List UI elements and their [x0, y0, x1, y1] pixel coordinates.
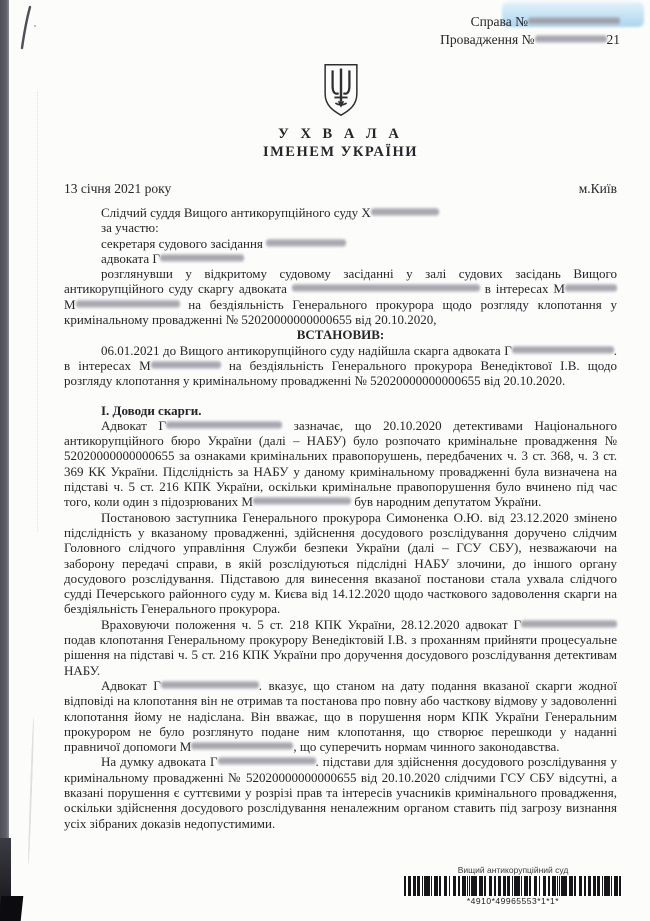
text-run: Адвокат Г: [101, 417, 167, 433]
text-run: на бездіяльність Генерального прокурора щодо розгляду клопотання у кримінальному провадженні № 52020000000000655 від 20.10.2020,: [64, 296, 617, 328]
ruling-title: У Х В А Л А: [278, 126, 403, 142]
scan-corner-mark: [0, 896, 23, 921]
court-barcode-block: [404, 866, 622, 906]
court-composition-block: [64, 205, 617, 266]
redacted-text: [371, 208, 439, 216]
redacted-text: [528, 17, 620, 25]
document-header: [64, 62, 617, 161]
redacted-text: [512, 346, 614, 354]
text-run: Постановою заступника Генерального прокурора Симоненка О.Ю. від 23.12.2020 змінено підслідність у вказаному провадженні, здійснення досудового розслідування доручено слідчим Головного слідчого управління Служби безпеки України (далі – ГСУ СБУ), незважаючи на заборону передачі справи, в якій розслідуються підслідні НАБУ злочини, до іншого органу досудового розслідування. Підставою для винесення вказаної постанови стала ухвала слідчого судді Печерського районного суду м. Києва від 14.12.2020 щодо часткового задоволення скарги на бездіяльність Генерального прокурора.: [64, 509, 617, 617]
barcode-court-name-label: Вищий антикорупційний суд: [457, 865, 569, 875]
text-run: Провадження №: [440, 31, 535, 47]
ruling-subtitle: ІМЕНЕМ УКРАЇНИ: [262, 144, 419, 160]
text-run: . в інтересах М: [64, 342, 617, 373]
ruling-text-block: [64, 266, 617, 831]
case-header: [440, 13, 620, 48]
text-run: 06.01.2021 до Вищого антикорупційного суду надійшла скарга адвоката Г: [101, 342, 512, 358]
court-composition-line: [64, 236, 617, 251]
paragraph: [64, 418, 617, 510]
redacted-text: [166, 421, 282, 429]
text-run: зазначає, що 20.10.2020 детективами Національного антикорупційного бюро України (далі – НАБУ) було розпочато кримінальне провадження № 52020000000000655 за ознаками кримінальних правопорушень, передбачених ч. 3 ст. 368, ч. 3 ст. 369 КК України. Підслідність за НАБУ у даному кримінальному провадженні була визначена на підставі ч. 5 ст. 216 КПК України, оскільки кримінальне правопорушення було вчинено під час того, коли один з підозрюваних М: [64, 417, 617, 510]
redacted-text: [191, 742, 293, 750]
paragraph: [64, 266, 617, 327]
text-run: адвоката Г: [101, 250, 160, 266]
text-run: Враховуючи положення ч. 5 ст. 218 КПК України, 28.12.2020 адвокат Г: [101, 616, 521, 632]
redacted-text: [76, 300, 180, 308]
text-run: за участю:: [101, 220, 159, 236]
ruling-date: 13 січня 2021 року: [64, 181, 172, 196]
redacted-text: [521, 620, 617, 628]
redacted-text: [151, 361, 221, 369]
scan-binding-edge: [0, 0, 9, 921]
redacted-text: [535, 35, 607, 43]
redacted-text: [253, 497, 351, 505]
text-run: . вказує, що станом на дату подання вказаної скарги жодної відповіді на клопотання він не отримав та постанова про повну або часткову відмову у задоволенні клопотання йому не надіслана. Він вважає, що в порушення норм КПК України Генеральним прокурором не було розглянуто подане ним клопотання, що створює перешкоди у наданні правничої допомоги М: [64, 677, 617, 755]
text-run: На думку адвоката Г: [101, 754, 218, 770]
paragraph: [64, 343, 617, 389]
text-run: Адвокат Г: [101, 677, 161, 693]
text-run: секретаря судового засідання: [101, 235, 267, 251]
ruling-city: м.Київ: [578, 181, 617, 196]
proceeding-number-line: [440, 31, 620, 49]
redacted-text: [266, 239, 346, 247]
paragraph: [64, 617, 617, 678]
ukraine-coat-of-arms-icon: [318, 62, 364, 123]
redacted-text: [160, 254, 244, 262]
text-run: на бездіяльність Генерального прокурора Венедіктової І.В. щодо розгляду клопотання у кримінальному провадженні № 52020000000000655 від 20.10.2020.: [64, 357, 617, 389]
text-run: Справа №: [470, 14, 528, 29]
court-composition-line: [64, 205, 617, 220]
court-composition-line: [64, 251, 617, 266]
redacted-text: [292, 284, 480, 292]
redacted-text: [161, 681, 259, 689]
document-body: [64, 205, 617, 831]
case-number-line: [440, 13, 620, 31]
section-heading: І. Доводи скарги.: [101, 402, 202, 418]
handwritten-pen-mark: [16, 4, 38, 57]
text-run: був народним депутатом України.: [350, 494, 542, 510]
paragraph: [64, 754, 617, 830]
text-run: , що суперечить нормам чинного законодавства.: [293, 739, 560, 755]
text-run: М: [64, 296, 76, 312]
fold-crease-line: [37, 92, 38, 532]
paragraph: [64, 510, 617, 617]
court-composition-line: [64, 220, 617, 235]
redacted-text: [565, 284, 617, 292]
text-run: 21: [606, 31, 620, 47]
text-run: подав клопотання Генеральному прокурору Венедіктовій І.В. з проханням прийняти процесуальне рішення на підставі ч. 5 ст. 216 КПК України про доручення досудового розслідування детективам НАБУ.: [64, 632, 617, 678]
section-heading: ВСТАНОВИВ:: [296, 327, 385, 343]
scan-crease-artifact: [27, 716, 34, 866]
text-run: в інтересах М: [479, 281, 565, 297]
barcode-icon: [404, 876, 622, 896]
dateline: [64, 181, 617, 197]
text-run: . підстави для здійснення досудового розслідування у кримінальному провадженні № 52020000000000655 від 20.10.2020 слідчими ГСУ СБУ відсутні, а вказані порушення є суттєвими у розрізі прав та інтересів учасників кримінального провадження, оскільки здійснення досудового розслідування неналежним органом ставить під загрозу визнання усіх зібраних доказів недопустимими.: [64, 754, 617, 831]
barcode-code-text: *4910*49965553*1*1*: [466, 896, 560, 906]
redacted-text: [218, 757, 316, 765]
text-run: Слідчий суддя Вищого антикорупційного суду Х: [101, 205, 371, 220]
paragraph: [64, 678, 617, 754]
text-run: розглянувши у відкритому судовому засіданні у залі судових засідань Вищого антикорупційного суду скаргу адвоката: [64, 266, 617, 297]
